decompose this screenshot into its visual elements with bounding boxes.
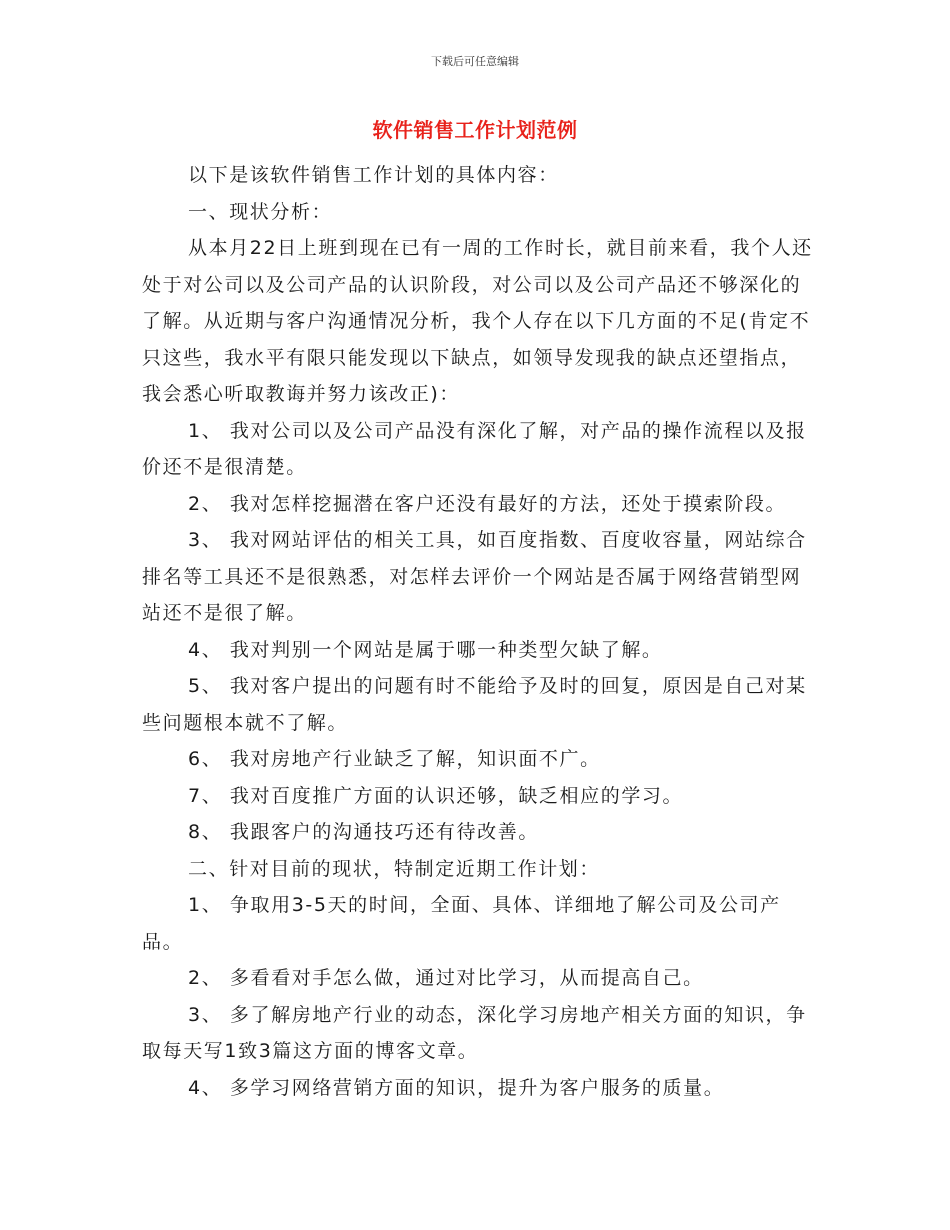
- paragraph-status-analysis: 从本月22日上班到现在已有一周的工作时长，就目前来看，我个人还处于对公司以及公司产品的认识阶段，对公司以及公司产品还不够深化的了解。从近期与客户沟通情况分析，我个人存在以下几方面的不足(肯定不只这些，我水平有限只能发现以下缺点，如领导发现我的缺点还望指点，我会悉心听取教诲并努力该改正)：: [142, 237, 813, 405]
- list-item-shortcoming-7: 7、 我对百度推广方面的认识还够，缺乏相应的学习。: [188, 784, 684, 807]
- list-item-shortcoming-2: 2、 我对怎样挖掘潜在客户还没有最好的方法，还处于摸索阶段。: [188, 492, 787, 515]
- list-item-shortcoming-1: 1、 我对公司以及公司产品没有深化了解，对产品的操作流程以及报价还不是很清楚。: [142, 419, 807, 478]
- document-title: 软件销售工作计划范例: [372, 118, 578, 142]
- list-item-shortcoming-4: 4、 我对判别一个网站是属于哪一种类型欠缺了解。: [188, 638, 663, 661]
- paragraph-intro: 以下是该软件销售工作计划的具体内容：: [188, 164, 559, 186]
- list-item-shortcoming-5: 5、 我对客户提出的问题有时不能给予及时的回复，原因是自己对某些问题根本就不了解。: [142, 675, 807, 734]
- page-header-note: 下载后可任意编辑: [431, 55, 519, 68]
- list-item-shortcoming-6: 6、 我对房地产行业缺乏了解，知识面不广。: [188, 748, 601, 770]
- list-item-plan-4: 4、 多学习网络营销方面的知识，提升为客户服务的质量。: [188, 1076, 725, 1099]
- section-heading-plan: 二、针对目前的现状，特制定近期工作计划：: [188, 857, 601, 880]
- list-item-plan-2: 2、 多看看对手怎么做，通过对比学习，从而提高自己。: [188, 967, 704, 989]
- document-body: [142, 157, 814, 1106]
- list-item-plan-3: 3、 多了解房地产行业的动态，深化学习房地产相关方面的知识，争取每天写1致3篇这方面的博客文章。: [142, 1003, 807, 1062]
- list-item-shortcoming-3: 3、 我对网站评估的相关工具，如百度指数、百度收容量，网站综合排名等工具还不是很熟悉，对怎样去评价一个网站是否属于网络营销型网站还不是很了解。: [142, 529, 807, 624]
- section-heading-status: 一、现状分析：: [188, 200, 333, 223]
- list-item-shortcoming-8: 8、 我跟客户的沟通技巧还有待改善。: [188, 821, 539, 843]
- list-item-plan-1: 1、 争取用3-5天的时间，全面、具体、详细地了解公司及公司产品。: [142, 894, 781, 953]
